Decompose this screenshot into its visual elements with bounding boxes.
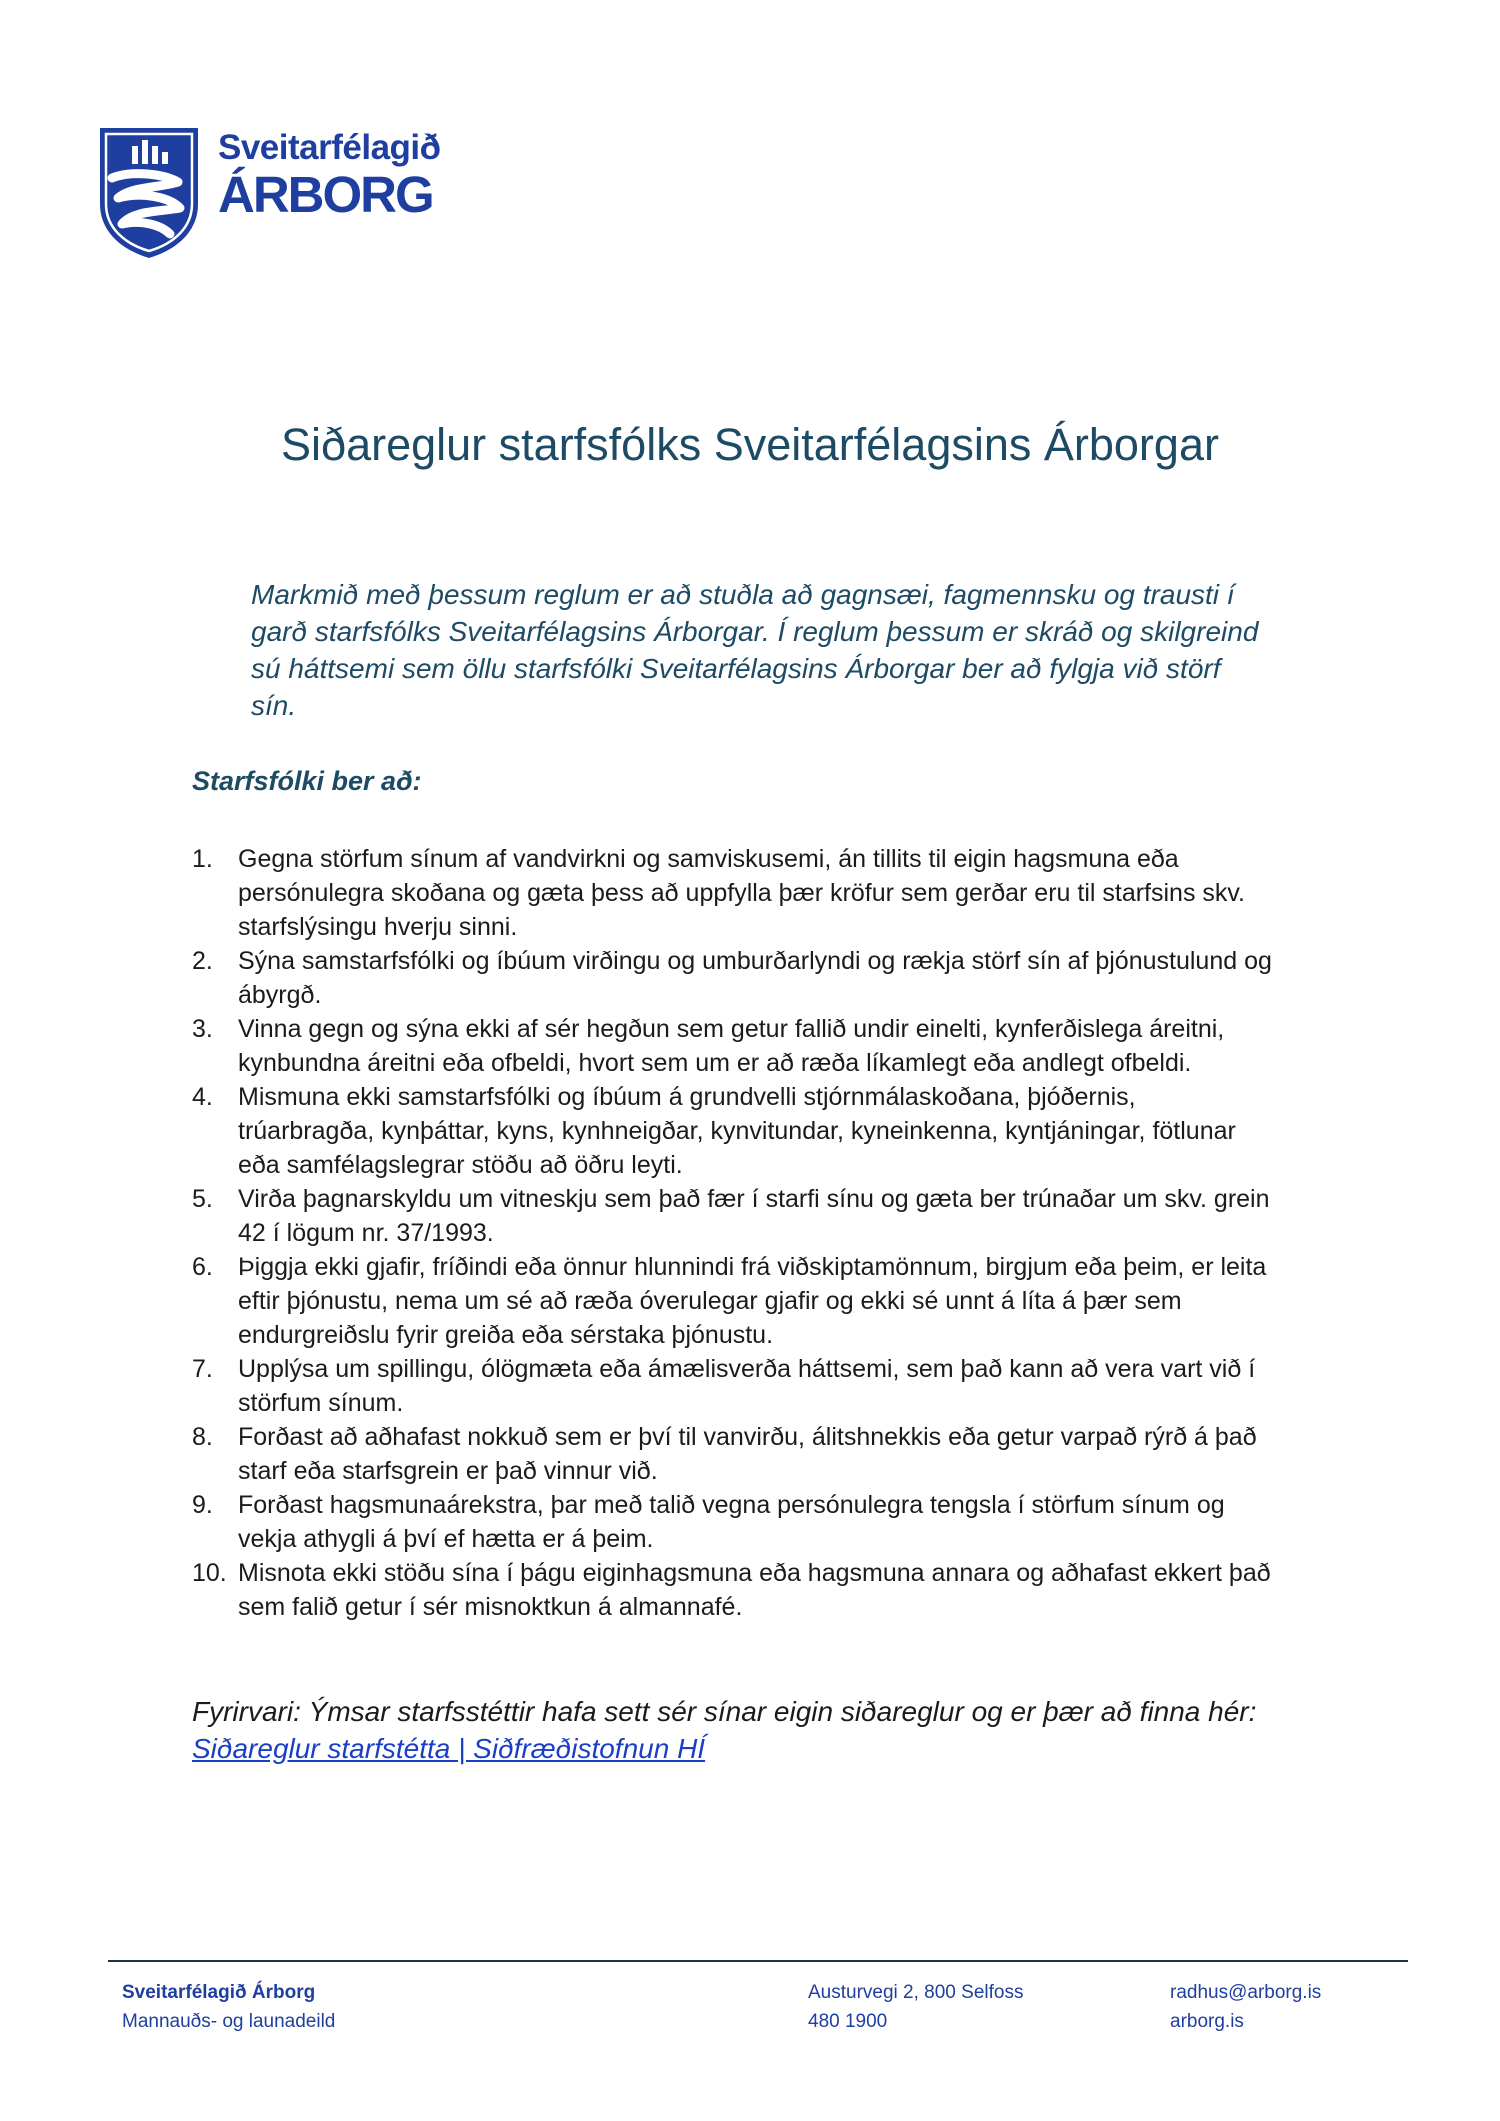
rule-item — [192, 1012, 1272, 1080]
shield-emblem-icon — [98, 126, 200, 260]
rule-item — [192, 1488, 1272, 1556]
rule-number: 4. — [192, 1083, 213, 1111]
logo-line-2: ÁRBORG — [218, 166, 433, 223]
disclaimer — [192, 1693, 1272, 1767]
disclaimer-text: Fyrirvari: Ýmsar starfsstéttir hafa sett sér sínar eigin siðareglur og er þær að finna hér: — [192, 1696, 1257, 1727]
rule-number: 8. — [192, 1423, 213, 1451]
footer-contact — [1170, 1978, 1321, 2036]
footer-website[interactable]: arborg.is — [1170, 2011, 1244, 2032]
logo-wordmark — [218, 126, 441, 222]
rule-item — [192, 1250, 1272, 1352]
footer-phone: 480 1900 — [808, 2011, 888, 2032]
rule-number: 9. — [192, 1491, 213, 1519]
rule-item — [192, 944, 1272, 1012]
section-heading: Starfsfólki ber að: — [192, 766, 422, 796]
footer-org — [122, 1978, 335, 2036]
rule-number: 7. — [192, 1355, 213, 1383]
rule-number: 2. — [192, 947, 213, 975]
ethics-link[interactable]: Siðareglur starfstétta | Siðfræðistofnun HÍ — [192, 1733, 706, 1764]
rule-text: Forðast að aðhafast nokkuð sem er því til vanvirðu, álitshnekkis eða getur varpað rýrð á það starf eða starfsgrein er það vinnur við. — [238, 1423, 1257, 1485]
rule-text: Vinna gegn og sýna ekki af sér hegðun sem getur fallið undir einelti, kynferðislega áreitni, kynbundna áreitni eða ofbeldi, hvort sem um er að ræða líkamlegt eða andlegt ofbeldi. — [238, 1015, 1225, 1077]
rule-number: 10. — [192, 1559, 227, 1587]
footer-divider — [108, 1960, 1408, 1962]
rule-text: Virða þagnarskyldu um vitneskju sem það fær í starfi sínu og gæta ber trúnaðar um skv. grein 42 í lögum nr. 37/1993. — [238, 1185, 1270, 1247]
rule-item — [192, 1556, 1272, 1624]
rules-list — [192, 842, 1272, 1624]
rule-item — [192, 1080, 1272, 1182]
rule-text: Þiggja ekki gjafir, fríðindi eða önnur hlunnindi frá viðskiptamönnum, birgjum eða þeim, er leita eftir þjónustu, nema um sé að ræða óverulegar gjafir og ekki sé unnt á líta á þær sem endurgreiðslu fyrir greiða eða sérstaka þjónustu. — [238, 1253, 1267, 1349]
rule-item — [192, 842, 1272, 944]
rule-item — [192, 1420, 1272, 1488]
document-title: Siðareglur starfsfólks Sveitarfélagsins Árborgar — [281, 419, 1219, 470]
footer-email[interactable]: radhus@arborg.is — [1170, 1982, 1322, 2003]
rule-text: Sýna samstarfsfólki og íbúum virðingu og umburðarlyndi og rækja störf sín af þjónustulund og ábyrgð. — [238, 947, 1272, 1009]
rule-text: Upplýsa um spillingu, ólögmæta eða ámælisverða háttsemi, sem það kann að vera vart við í störfum sínum. — [238, 1355, 1256, 1417]
footer-address-block — [808, 1978, 1023, 2036]
rule-number: 1. — [192, 845, 213, 873]
rule-number: 6. — [192, 1253, 213, 1281]
organization-logo — [98, 126, 458, 260]
footer-org-name: Sveitarfélagið Árborg — [122, 1982, 316, 2003]
rule-text: Misnota ekki stöðu sína í þágu eiginhagsmuna eða hagsmuna annara og aðhafast ekkert það sem falið getur í sér misnoktkun á almannafé. — [238, 1559, 1271, 1621]
rule-number: 3. — [192, 1015, 213, 1043]
rule-text: Forðast hagsmunaárekstra, þar með talið vegna persónulegra tengsla í störfum sínum og vekja athygli á því ef hætta er á þeim. — [238, 1491, 1225, 1553]
rule-item — [192, 1182, 1272, 1250]
rule-text: Mismuna ekki samstarfsfólki og íbúum á grundvelli stjórnmálaskoðana, þjóðernis, trúarbragða, kynþáttar, kyns, kynhneigðar, kynvitundar, kyneinkenna, kyntjáningar, fötlunar eða samfélagslegrar stöðu að öðru leyti. — [238, 1083, 1236, 1179]
rule-text: Gegna störfum sínum af vandvirkni og samviskusemi, án tillits til eigin hagsmuna eða persónulegra skoðana og gæta þess að uppfylla þær kröfur sem gerðar eru til starfsins skv. starfslýsingu hverju sinni. — [238, 845, 1245, 941]
footer-department: Mannauðs- og launadeild — [122, 2011, 336, 2032]
rule-number: 5. — [192, 1185, 213, 1213]
logo-line-1: Sveitarfélagið — [218, 128, 441, 167]
footer-address: Austurvegi 2, 800 Selfoss — [808, 1982, 1024, 2003]
intro-paragraph: Markmið með þessum reglum er að stuðla að gagnsæi, fagmennsku og trausti í garð starfsfólks Sveitarfélagsins Árborgar. Í reglum þessum er skráð og skilgreind sú háttsemi sem öllu starfsfólki Sveitarfélagsins Árborgar ber að fylgja við störf sín. — [251, 579, 1259, 721]
rule-item — [192, 1352, 1272, 1420]
